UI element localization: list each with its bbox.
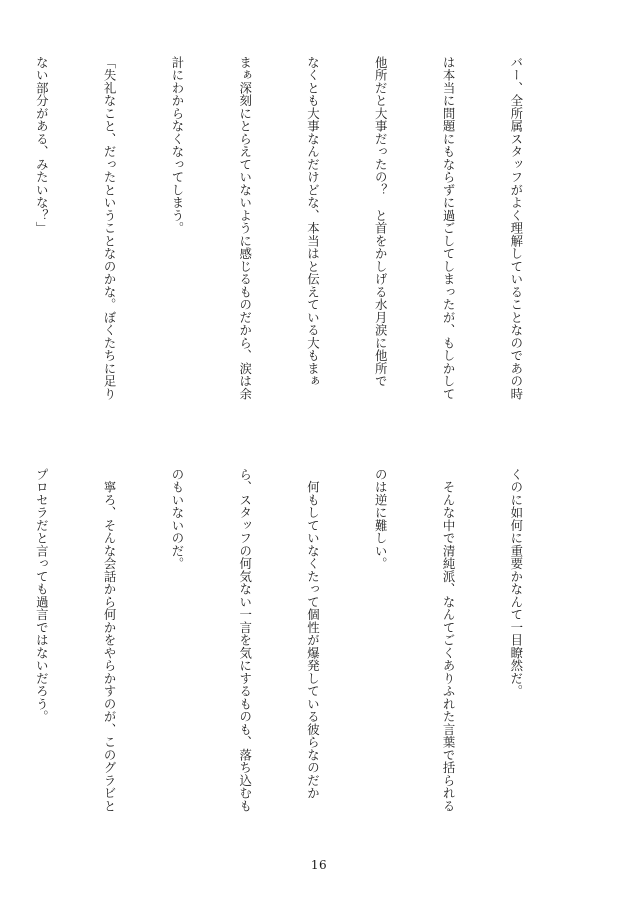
text-column: 何もしていなくたって個性が爆発している彼らなのだか — [305, 468, 321, 800]
text-column: ら、スタッフの何気ない一言を気にするものも、落ち込むも — [237, 468, 253, 813]
text-column: プロセラだと言っても過言ではないだろう。 — [34, 468, 50, 723]
upper-text-block — [34, 56, 572, 446]
lower-text-block — [34, 468, 572, 856]
text-column: まぁ深刻にとらえていないように感じるものだから、涙は余 — [237, 56, 253, 401]
text-column: のは逆に難しい。 — [373, 468, 389, 570]
text-column: そんな中で清純派、なんてごくありふれた言葉で括られる — [441, 468, 457, 813]
text-column: 他所だと大事だったの？ と首をかしげる水月涙に他所で — [373, 56, 389, 388]
text-column: 「失礼なこと、だったということなのかな。ぼくたちに足り — [102, 56, 118, 401]
text-column: バー、全所属スタッフがよく理解していることなのであの時 — [508, 56, 524, 401]
text-column: 寧ろ、そんな会話から何かをやらかすのが、このグラビと — [102, 468, 118, 813]
text-column: のもいないのだ。 — [169, 468, 185, 570]
text-column: くのに如何に重要かなんて一目瞭然だ。 — [508, 468, 524, 698]
text-column: ない部分がある、みたいな？」 — [34, 56, 50, 235]
text-column: 計にわからなくなってしまう。 — [169, 56, 185, 235]
page-number: 16 — [310, 858, 328, 872]
text-column: は本当に問題にもならずに過ごしてしまったが、もしかして — [441, 56, 457, 401]
text-column: なくとも大事なんだけどな、本当はと伝えている大もまぁ — [305, 56, 321, 388]
